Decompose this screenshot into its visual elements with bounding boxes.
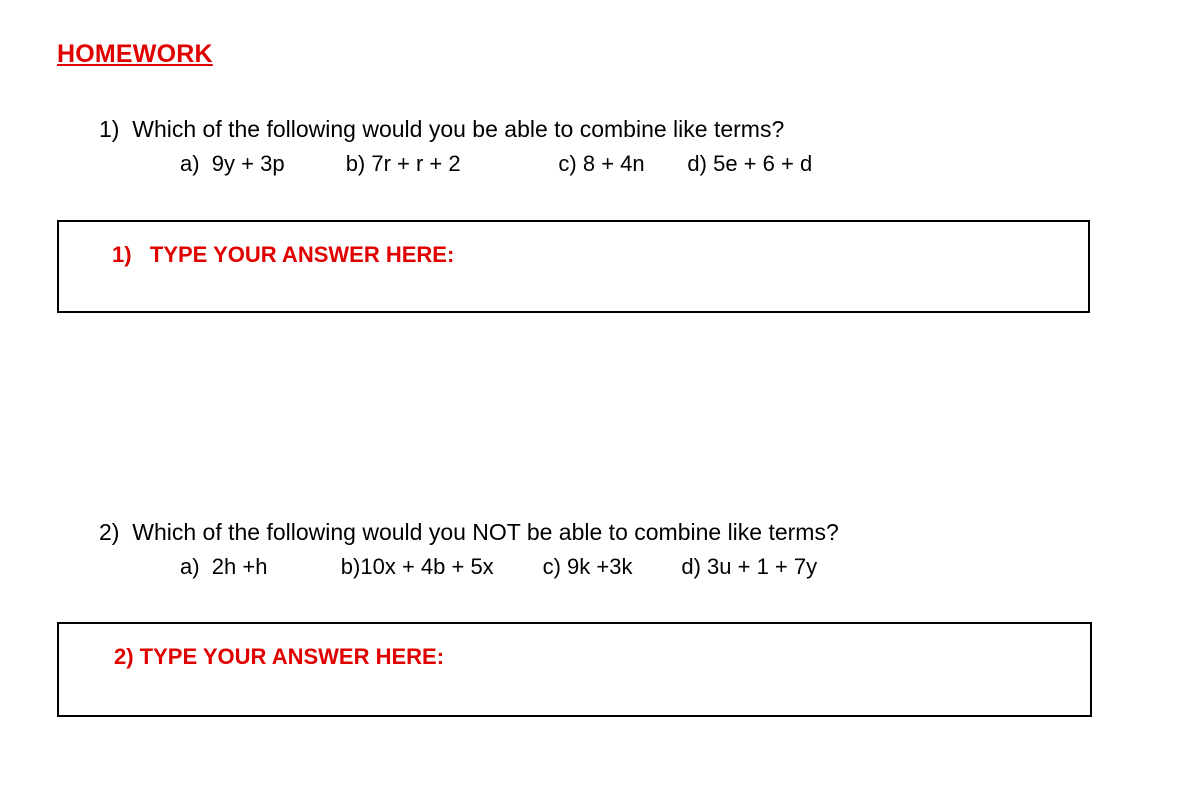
answer-2-input[interactable]	[61, 676, 1088, 713]
answer-box-2[interactable]	[57, 622, 1092, 717]
question-1-prompt: 1) Which of the following would you be able to combine like terms?	[99, 116, 785, 142]
answer-box-1[interactable]	[57, 220, 1090, 313]
question-2-prompt: 2) Which of the following would you NOT be able to combine like terms?	[99, 519, 839, 545]
answer-1-label: 1) TYPE YOUR ANSWER HERE:	[112, 242, 455, 267]
answer-1-input[interactable]	[61, 274, 1086, 309]
answer-2-label: 2) TYPE YOUR ANSWER HERE:	[114, 644, 445, 669]
question-2-choices: a) 2h +h b)10x + 4b + 5x c) 9k +3k d) 3u + 1 + 7y	[180, 554, 818, 579]
page-title: HOMEWORK	[57, 40, 213, 68]
question-1-choices: a) 9y + 3p b) 7r + r + 2 c) 8 + 4n d) 5e + 6 + d	[180, 151, 813, 176]
